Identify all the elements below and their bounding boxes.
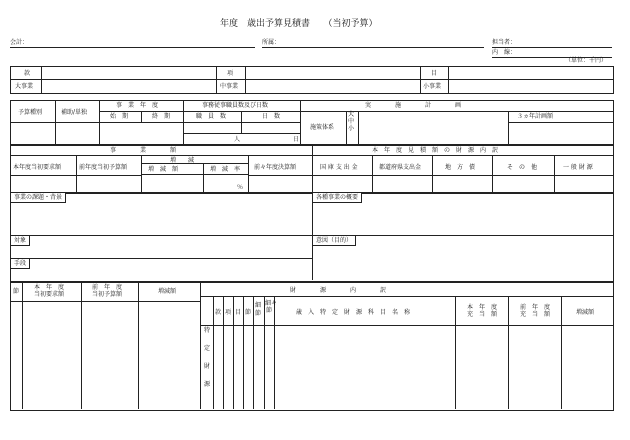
tantousha-underline <box>492 47 612 48</box>
kadai-label: 事業の課題・背景 <box>11 193 66 203</box>
section-account-codes <box>10 66 614 94</box>
shoujigyou-label: 小事業 <box>423 83 442 90</box>
zenzen-kessan-label: 前々年度決算額 <box>254 164 297 171</box>
chihousai-label: 地 方 債 <box>445 164 476 171</box>
jigyougaku-label: 事 業 額 <box>110 147 177 154</box>
kan-label: 款 <box>24 70 31 77</box>
hojo-tandoku-label: 補助/単独 <box>61 109 88 116</box>
moku-col-label: 目 <box>235 309 242 316</box>
yosan-shubetsu-label: 予算種別 <box>18 109 43 116</box>
nin-label: 人 <box>234 136 241 143</box>
zaigen-uchiwake-label: 財 源 内 訳 <box>290 287 387 294</box>
zennendo-touyosan-label: 前年度当初予算額 <box>79 164 128 171</box>
todoufuken-label: 都道府県支出金 <box>379 164 422 171</box>
taishou-label: 対象 <box>11 236 30 246</box>
san-nen-label: ３ヵ年計画額 <box>517 113 554 120</box>
sainyuu-label: 歳 入 特 定 財 源 科 目 名 称 <box>296 309 411 316</box>
shuuki-label: 終 期 <box>152 113 171 120</box>
nissuu-label: 日 数 <box>262 113 281 120</box>
chuujigyou-label: 中事業 <box>220 83 239 90</box>
honnendo-yokyuu-label: 本 年 度 当初要求額 <box>34 284 65 298</box>
jigyou-nendo-label: 事 業 年 度 <box>116 102 159 109</box>
moku-label: 目 <box>431 70 438 77</box>
daijigyou-label: 大事業 <box>15 83 34 90</box>
kaikei-label: 会計： <box>10 39 29 46</box>
shozoku-underline <box>262 47 484 48</box>
honnendo-touyokyuu-label: 本年度当初要求額 <box>13 164 62 171</box>
saisaisetsu-col-label: 細々節 <box>265 300 278 314</box>
zougen-label: 増 減 <box>170 157 195 164</box>
zennendo-juutou-label: 前 年 度 充 当 額 <box>520 304 551 318</box>
dai-chuu-shou-label: 大中小 <box>347 111 354 132</box>
zougenritsu-label: 増 減 率 <box>210 166 241 173</box>
nichi-label: 日 <box>293 136 300 143</box>
gaiyou-label: 各種事業の概要 <box>313 193 362 203</box>
kou-col-label: 項 <box>225 309 232 316</box>
honnendo-zaigen-label: 本 年 度 見 積 額 の 財 源 内 訳 <box>372 147 499 154</box>
jisshi-keikaku-label: 実 施 計 画 <box>365 102 462 109</box>
shokuinsuu-label: 職 員 数 <box>196 113 227 120</box>
tantousha-label: 担当者： <box>492 39 517 46</box>
percent-label: ％ <box>237 184 244 191</box>
sonota-label: そ の 他 <box>507 164 538 171</box>
kou-label: 項 <box>227 70 234 77</box>
zennendo-yosan-label: 前 年 度 当初予算額 <box>92 284 123 298</box>
honnendo-juutou-label: 本 年 度 充 当 額 <box>467 304 498 318</box>
ippan-zaigen-label: 一 般 財 源 <box>563 164 593 171</box>
naisen-label: 内 線： <box>492 49 517 56</box>
unit-label: （単位：千円） <box>565 57 608 64</box>
zougengaku-label-3: 増減額 <box>576 309 595 316</box>
tokutei-zaigen-label: 特定財源 <box>203 327 210 388</box>
ito-label: 意図（目的） <box>313 236 356 246</box>
page-title: 年度 歳出予算見積書 （当初予算） <box>220 19 378 29</box>
setsu-label: 節 <box>13 288 20 295</box>
kaishi-label: 始 期 <box>110 113 129 120</box>
section-plan <box>10 100 614 146</box>
shozoku-label: 所属： <box>262 39 281 46</box>
zougengaku-label: 増 減 額 <box>148 166 179 173</box>
jigyou-juuji-label: 事務従事職員数及び日数 <box>202 102 269 109</box>
zougengaku-label-2: 増減額 <box>158 288 177 295</box>
saisetsu-col-label: 細節 <box>254 302 261 317</box>
kokko-label: 国 庫 支 出 金 <box>320 164 358 171</box>
setsu-col-label: 節 <box>245 309 252 316</box>
kan-col-label: 款 <box>215 309 222 316</box>
shudan-label: 手段 <box>11 259 30 269</box>
sakusaku-label: 施策体系 <box>310 124 335 131</box>
kaikei-underline <box>10 47 255 48</box>
